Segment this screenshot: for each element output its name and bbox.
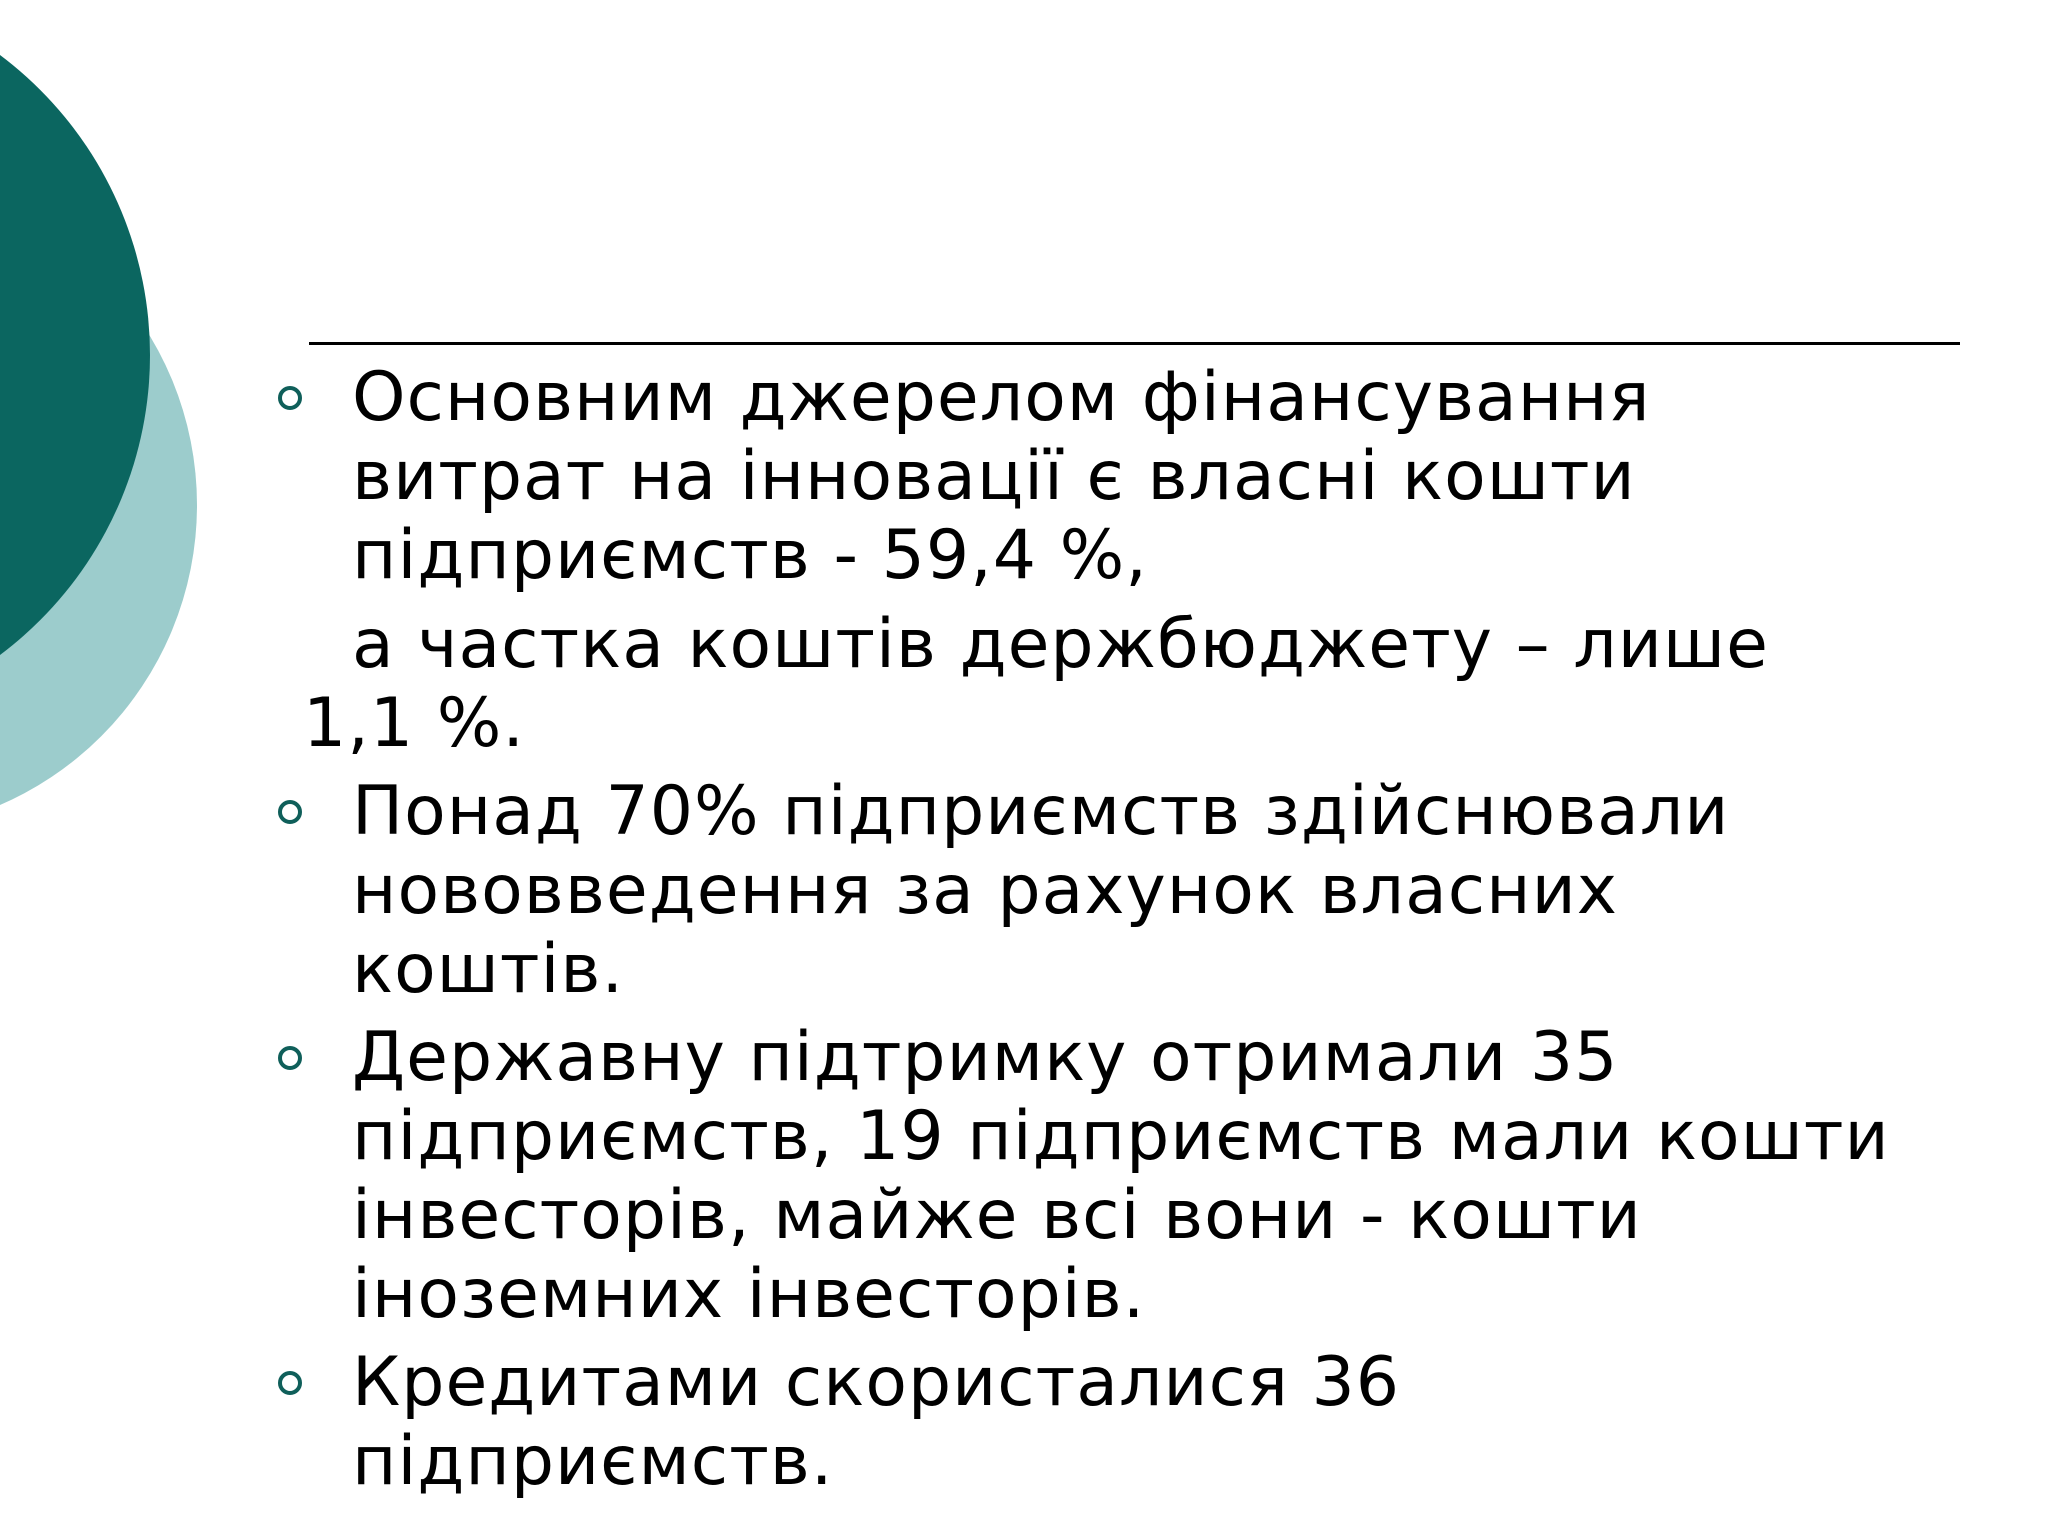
bullet-item-4 (270, 1343, 2030, 1501)
title-divider (309, 342, 1960, 345)
bullet-text-line: підприємств. (352, 1422, 834, 1501)
continuation-line: а частка коштів держбюджету – лише (352, 605, 1769, 684)
bullet-text-line: іноземних інвесторів. (352, 1255, 1146, 1334)
bullet-text-line: Кредитами скористалися 36 (352, 1343, 1401, 1422)
bullet-list (270, 358, 2030, 1510)
bullet-circle-icon (278, 386, 302, 410)
bullet-item-3 (270, 1018, 2030, 1334)
bullet-circle-icon (278, 1371, 302, 1395)
bullet-item-2 (270, 772, 2030, 1009)
bullet-text-line: інвесторів, майже всі вони - кошти (352, 1176, 1642, 1255)
bullet-text-line: витрат на інновації є власні кошти (352, 437, 1636, 516)
bullet-text-line: Понад 70% підприємств здійснювали (352, 772, 1730, 851)
bullet-text-line: коштів. (352, 930, 625, 1009)
bullet-text-line: Основним джерелом фінансування (352, 358, 1651, 437)
bullet-text-line: нововведення за рахунок власних (352, 851, 1619, 930)
continuation-line: 1,1 %. (303, 684, 525, 763)
bullet-circle-icon (278, 800, 302, 824)
bullet-text-line: підприємств - 59,4 %, (352, 516, 1148, 595)
bullet-text-line: Державну підтримку отримали 35 (352, 1018, 1619, 1097)
bullet-text-line: підприємств, 19 підприємств мали кошти (352, 1097, 1890, 1176)
bullet-circle-icon (278, 1046, 302, 1070)
bullet-item-1 (270, 358, 2030, 595)
